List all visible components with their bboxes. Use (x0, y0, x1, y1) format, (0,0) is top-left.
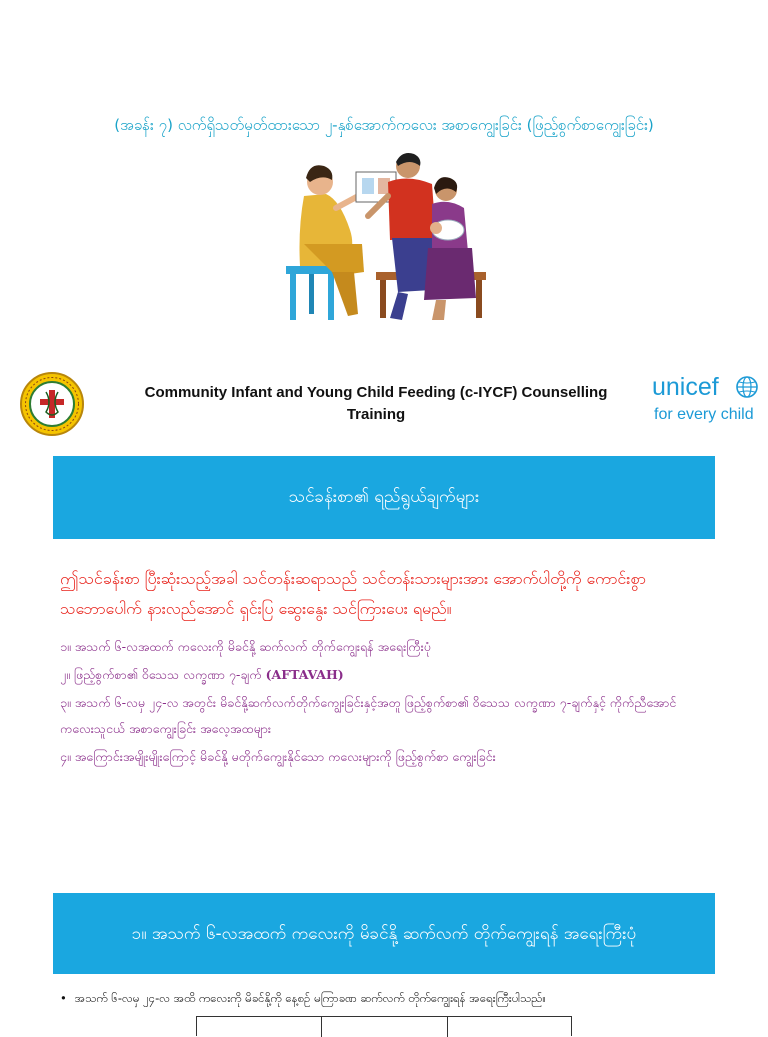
section-heading-banner (53, 893, 715, 974)
section-bullet-text: အသက် ၆-လမှ ၂၄-လ အထိ ကလေးကို မိခင်နို့ကို နေ့စဉ် မကြာခဏ ဆက်လက် တိုက်ကျွေးရန် အရေးကြီးပါသည်။ (74, 991, 546, 1005)
objective-item (60, 744, 710, 770)
training-title: Community Infant and Young Child Feeding (c-IYCF) Counselling Training (144, 384, 608, 423)
section-bullet-item (60, 991, 750, 1008)
objective-text: ၃။ အသက် ၆-လမှ ၂၄-လ အတွင်း မိခင်နို့ဆက်လက်တိုက်ကျွေးခြင်းနှင့်အတူ ဖြည့်စွက်စာ၏ ဝိသေသ လက္ခဏာ ၇-ချက်နှင့် ကိုက်ညီအောင် ကလေးသူငယ် အစာကျွေးခြင်း အလေ့အထများ (60, 695, 677, 736)
session-title: (အခန်း ၇) လက်ရှိသတ်မှတ်ထားသော ၂-နှစ်အောက်ကလေး အစာကျွေးခြင်း (ဖြည့်စွက်စာကျွေးခြင်း) (114, 116, 654, 134)
partial-table (196, 1016, 572, 1036)
objectives-banner: သင်ခန်းစာ၏ ရည်ရွယ်ချက်များ (53, 456, 715, 539)
unicef-wordmark: unicef (652, 373, 719, 401)
objectives-intro: ဤသင်ခန်းစာ ပြီးဆုံးသည့်အခါ သင်တန်းဆရာသည် သင်တန်းသားများအား အောက်ပါတို့ကို ကောင်းစွာ သဘောပေါက် နားလည်အောင် ရှင်းပြ ဆွေးနွေး သင်ကြားပေး ရမည်။ (60, 569, 646, 618)
unicef-logo (652, 372, 764, 430)
section-heading-text: ၁။ အသက် ၆-လအထက် ကလေးကို မိခင်နို့ ဆက်လက် တိုက်ကျွေးရန် အရေးကြီးပုံ (131, 923, 637, 944)
objective-item (60, 690, 710, 742)
objective-item (60, 662, 710, 688)
unicef-tagline: for every child (654, 406, 754, 423)
objectives-list (60, 634, 710, 772)
counselling-illustration (276, 148, 492, 330)
objective-acronym: (AFTAVAH) (265, 667, 344, 682)
objective-item (60, 634, 710, 660)
bullet-marker: • (60, 991, 67, 1005)
table-column-divider (447, 1017, 448, 1037)
table-column-divider (321, 1017, 322, 1037)
objective-text: ၁။ အသက် ၆-လအထက် ကလေးကို မိခင်နို့ ဆက်လက် တိုက်ကျွေးရန် အရေးကြီးပုံ (60, 639, 431, 654)
objective-text: ၂။ ဖြည့်စွက်စာ၏ ဝိသေသ လက္ခဏာ ၇-ချက် (60, 667, 266, 682)
unicef-globe-icon (736, 376, 758, 398)
objective-text: ၄။ အကြောင်းအမျိုးမျိုးကြောင့် မိခင်နို့ မတိုက်ကျွေးနိုင်သော ကလေးများကို ဖြည့်စွက်စာ ကျွေးခြင်း (60, 749, 496, 764)
ministry-of-health-logo (20, 372, 84, 436)
